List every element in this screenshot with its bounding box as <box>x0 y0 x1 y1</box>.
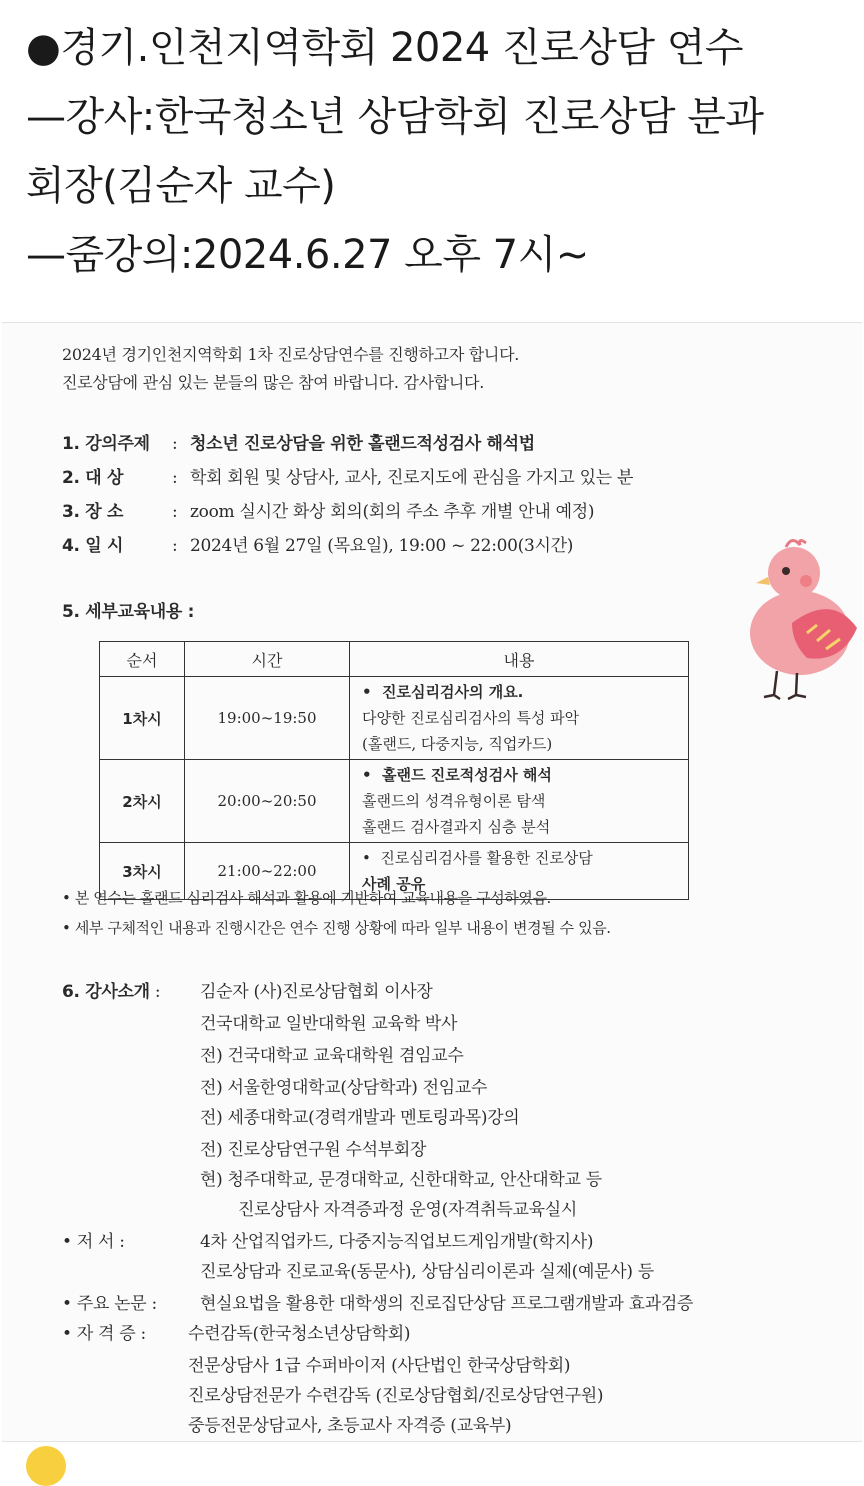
instructor-line: 전) 건국대학교 교육대학원 겸임교수 <box>200 1046 464 1066</box>
item-value: 2024년 6월 27일 (목요일), 19:00 ~ 22:00(3시간) <box>190 536 574 556</box>
header-line: ●경기.인천지역학회 2024 진로상담 연수 <box>26 25 744 71</box>
row-time: 19:00~19:50 <box>185 677 350 760</box>
section6-title: 6. 강사소개 : <box>62 982 161 1002</box>
row-content: • 진로심리검사의 개요. 다양한 진로심리검사의 특성 파악 (홀랜드, 다중지능, 직업카드) <box>350 677 689 760</box>
books-label: • 저 서 : <box>62 1232 125 1252</box>
item-label: 4. 일 시 <box>62 536 124 556</box>
row-line: 사례 공유 <box>362 875 426 893</box>
row-title: 진로심리검사의 개요. <box>382 683 524 701</box>
emoji-icon <box>26 1446 66 1486</box>
cert-line: 중등전문상담교사, 초등교사 자격증 (교육부) <box>188 1416 512 1436</box>
row-order: 2차시 <box>100 760 185 843</box>
cert-line: 진로상담전문가 수련감독 (진로상담협회/진로상담연구원) <box>188 1386 604 1406</box>
table-row <box>100 760 689 843</box>
row-title: 진로심리검사를 활용한 진로상담 <box>380 849 593 867</box>
note-line: • 본 연수는 홀랜드 심리검사 해석과 활용에 기반하여 교육내용을 구성하였음. <box>62 889 551 907</box>
item-value: 청소년 진로상담을 위한 홀랜드적성검사 해석법 <box>190 434 535 454</box>
item-label: 1. 강의주제 <box>62 434 150 454</box>
row-order: 1차시 <box>100 677 185 760</box>
instructor-line: 전) 서울한영대학교(상담학과) 전임교수 <box>200 1078 488 1098</box>
instructor-line: 진로상담사 자격증과정 운영(자격취득교육실시 <box>238 1200 577 1220</box>
instructor-line: 현) 청주대학교, 문경대학교, 신한대학교, 안산대학교 등 <box>200 1170 602 1190</box>
books-line: 4차 산업직업카드, 다중지능직업보드게임개발(학지사) <box>200 1232 594 1252</box>
row-line: 다양한 진로심리검사의 특성 파악 <box>362 709 580 727</box>
header-line: —강사:한국청소년 상담학회 진로상담 분과 <box>26 94 764 140</box>
section5-title: 5. 세부교육내용 : <box>62 602 195 622</box>
table-header: 시간 <box>185 642 350 677</box>
paper-line: 현실요법을 활용한 대학생의 진로집단상담 프로그램개발과 효과검증 <box>200 1294 694 1314</box>
item-date: 4. 일 시 : 2024년 6월 27일 (목요일), 19:00 ~ 22:00(3시간) <box>62 531 573 556</box>
row-line: (홀랜드, 다중지능, 직업카드) <box>362 735 553 753</box>
intro-line: 진로상담에 관심 있는 분들의 많은 참여 바랍니다. 감사합니다. <box>62 373 484 392</box>
item-target: 2. 대 상 : 학회 회원 및 상담사, 교사, 진로지도에 관심을 가지고 있는 분 <box>62 463 633 488</box>
row-content: • 홀랜드 진로적성검사 해석 홀랜드의 성격유형이론 탐색 홀랜드 검사결과지 심층 분석 <box>350 760 689 843</box>
table-header: 순서 <box>100 642 185 677</box>
intro-line: 2024년 경기인천지역학회 1차 진로상담연수를 진행하고자 합니다. <box>62 345 520 364</box>
row-time: 20:00~20:50 <box>185 760 350 843</box>
row-title: 홀랜드 진로적성검사 해석 <box>382 766 552 784</box>
item-value: 학회 회원 및 상담사, 교사, 진로지도에 관심을 가지고 있는 분 <box>190 468 634 488</box>
item-place: 3. 장 소 : zoom 실시간 화상 회의(회의 주소 추후 개별 안내 예정) <box>62 497 594 522</box>
cert-label: • 자 격 증 : <box>62 1324 146 1344</box>
header-line: 회장(김순자 교수) <box>26 163 336 209</box>
note-line: • 세부 구체적인 내용과 진행시간은 연수 진행 상황에 따라 일부 내용이 변경될 수 있음. <box>62 919 611 937</box>
paper-label: • 주요 논문 : <box>62 1294 157 1314</box>
table-row <box>100 677 689 760</box>
item-topic: 1. 강의주제 : 청소년 진로상담을 위한 홀랜드적성검사 해석법 <box>62 429 535 454</box>
row-order: 3차시 <box>100 843 185 900</box>
instructor-line: 김순자 (사)진로상담협회 이사장 <box>200 982 433 1002</box>
notice-document-image[interactable] <box>2 322 862 1442</box>
item-value: zoom 실시간 화상 회의(회의 주소 추후 개별 안내 예정) <box>190 502 595 522</box>
row-time: 21:00~22:00 <box>185 843 350 900</box>
table-header: 내용 <box>350 642 689 677</box>
item-label: 2. 대 상 <box>62 468 124 488</box>
cert-line: 수련감독(한국청소년상담학회) <box>188 1324 411 1344</box>
cert-line: 전문상담사 1급 수퍼바이저 (사단법인 한국상담학회) <box>188 1356 571 1376</box>
bird-illustration <box>722 533 864 703</box>
schedule-table <box>99 641 689 900</box>
header-line: —줌강의:2024.6.27 오후 7시~ <box>26 232 589 278</box>
intro-text <box>62 341 519 397</box>
instructor-line: 전) 진로상담연구원 수석부회장 <box>200 1140 427 1160</box>
row-line: 홀랜드의 성격유형이론 탐색 <box>362 792 546 810</box>
item-label: 3. 장 소 <box>62 502 124 522</box>
post-header <box>26 14 846 290</box>
row-line: 홀랜드 검사결과지 심층 분석 <box>362 818 551 836</box>
instructor-line: 전) 세종대학교(경력개발과 멘토링과목)강의 <box>200 1108 520 1128</box>
books-line: 진로상담과 진로교육(동문사), 상담심리이론과 실제(예문사) 등 <box>200 1262 654 1282</box>
instructor-line: 건국대학교 일반대학원 교육학 박사 <box>200 1014 458 1034</box>
row-content: • 진로심리검사를 활용한 진로상담 사례 공유 <box>350 843 689 900</box>
